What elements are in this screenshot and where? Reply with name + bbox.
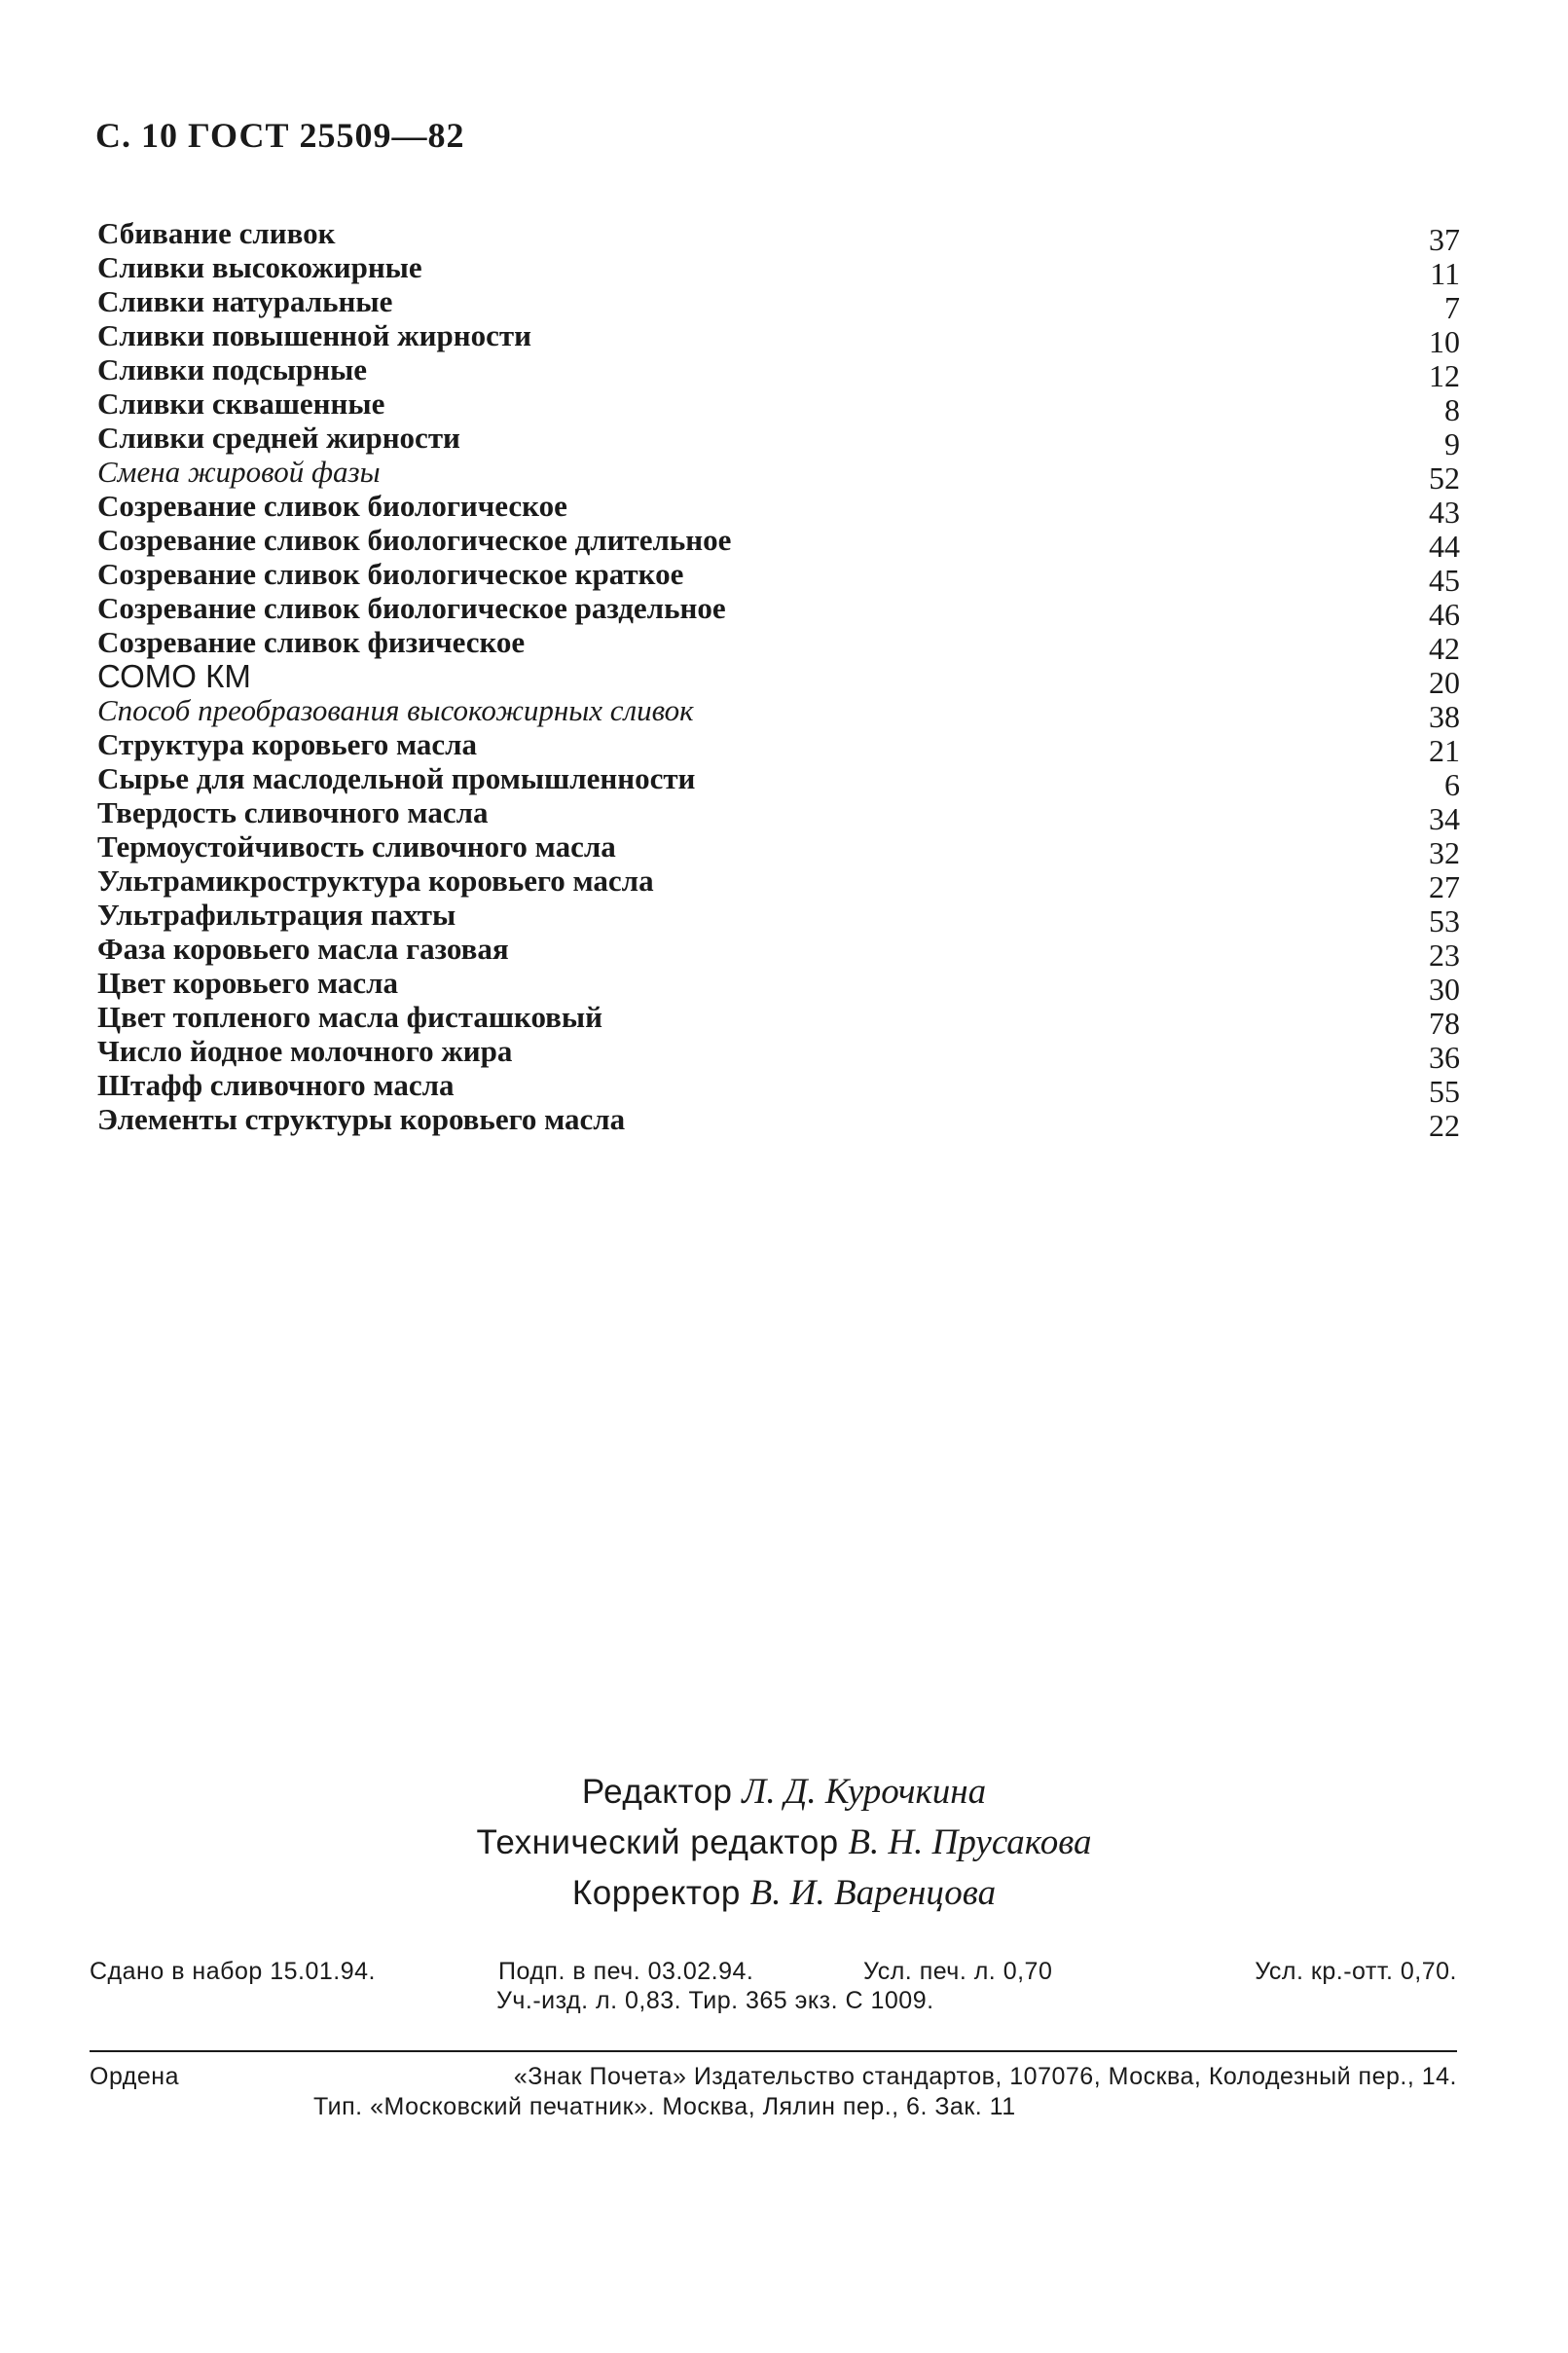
- index-entry: [97, 489, 1460, 530]
- index-term: Ультрамикроструктура коровьего масла: [97, 864, 654, 898]
- index-page-number: 45: [1429, 563, 1460, 598]
- index-term: СОМО КМ: [97, 658, 251, 694]
- index-page-number: 12: [1429, 358, 1460, 393]
- index-term: Структура коровьего масла: [97, 727, 478, 761]
- index-page-number: 32: [1429, 835, 1460, 870]
- index-entry: [97, 864, 1460, 904]
- index-term: Элементы структуры коровьего масла: [97, 1102, 626, 1136]
- page-header: С. 10 ГОСТ 25509—82: [95, 116, 465, 155]
- index-page-number: 34: [1429, 801, 1460, 836]
- index-term: Цвет коровьего масла: [97, 966, 399, 1000]
- credit-role: Корректор: [571, 1874, 741, 1912]
- index-page-number: 20: [1429, 665, 1460, 700]
- index-term: Созревание сливок физическое: [97, 625, 526, 659]
- index-page-number: 9: [1444, 426, 1460, 461]
- index-term: Фаза коровьего масла газовая: [97, 932, 509, 966]
- imprint-color-prints: Усл. кр.-отт. 0,70.: [1255, 1958, 1457, 1985]
- index-page-number: 11: [1430, 256, 1460, 291]
- publisher-line-1: «Знак Почета» Издательство стандартов, 107076, Москва, Колодезный пер., 14.: [513, 2063, 1457, 2090]
- credit-name: В. Н. Прусакова: [848, 1822, 1092, 1862]
- index-entry: [97, 1000, 1460, 1041]
- index-term: Созревание сливок биологическое длительное: [97, 523, 732, 557]
- index-page-number: 27: [1429, 869, 1460, 904]
- publisher-line-2: Тип. «Московский печатник». Москва, Лялин пер., 6. Зак. 11: [313, 2093, 1016, 2120]
- credit-name: В. И. Варенцова: [749, 1873, 997, 1913]
- index-page-number: 10: [1429, 324, 1460, 359]
- publisher-block: [90, 2062, 1457, 2122]
- index-entry: [97, 386, 1460, 427]
- editorial-credits: [0, 1767, 1568, 1919]
- index-term: Цвет топленого масла фисташковый: [97, 1000, 602, 1034]
- index-page-number: 38: [1429, 699, 1460, 734]
- index-page-number: 7: [1444, 290, 1460, 325]
- index-entry: [97, 318, 1460, 359]
- index-term: Созревание сливок биологическое: [97, 489, 567, 523]
- index-entry: [97, 284, 1460, 325]
- index-page-number: 6: [1444, 767, 1460, 802]
- index-entry: [97, 523, 1460, 564]
- index-entry: [97, 932, 1460, 973]
- index-page-number: 42: [1429, 631, 1460, 666]
- index-page-number: 46: [1429, 597, 1460, 632]
- index-term: Сливки повышенной жирности: [97, 318, 531, 352]
- index-term: Созревание сливок биологическое краткое: [97, 557, 684, 591]
- horizontal-rule: [90, 2050, 1457, 2052]
- index-entry: [97, 898, 1460, 938]
- credit-row: [0, 1818, 1568, 1868]
- index-entry: [97, 421, 1460, 461]
- index-entry: [97, 250, 1460, 291]
- index-term: Сырье для маслодельной промышленности: [97, 761, 696, 795]
- index-entry: [97, 591, 1460, 632]
- index-page-number: 53: [1429, 903, 1460, 938]
- imprint-submitted: Сдано в набор 15.01.94.: [90, 1958, 376, 1985]
- index-entry: [97, 1102, 1460, 1143]
- index-page-number: 23: [1429, 938, 1460, 973]
- index-entry: [97, 693, 1460, 734]
- term-index-list: [97, 216, 1460, 1143]
- imprint-signed: Подп. в печ. 03.02.94.: [498, 1958, 754, 1985]
- index-page-number: 8: [1444, 392, 1460, 427]
- credit-role: Редактор: [581, 1773, 733, 1811]
- index-term: Термоустойчивость сливочного масла: [97, 829, 616, 864]
- index-entry: [97, 557, 1460, 598]
- index-page-number: 52: [1429, 460, 1460, 496]
- index-page-number: 30: [1429, 972, 1460, 1007]
- index-entry: [97, 216, 1460, 257]
- index-page-number: 22: [1429, 1108, 1460, 1143]
- index-entry: [97, 966, 1460, 1007]
- index-entry: [97, 455, 1460, 496]
- credit-role: Технический редактор: [476, 1823, 839, 1861]
- index-term: Твердость сливочного масла: [97, 795, 489, 829]
- index-page-number: 43: [1429, 495, 1460, 530]
- index-entry: [97, 1068, 1460, 1109]
- index-entry: [97, 352, 1460, 393]
- index-term: Сливки подсырные: [97, 352, 368, 386]
- index-term: Смена жировой фазы: [97, 455, 381, 489]
- index-entry: [97, 625, 1460, 666]
- index-term: Сливки сквашенные: [97, 386, 385, 421]
- index-entry: [97, 795, 1460, 836]
- index-page-number: 21: [1429, 733, 1460, 768]
- index-page-number: 55: [1429, 1074, 1460, 1109]
- index-entry: [97, 658, 1460, 700]
- credit-row: [0, 1868, 1568, 1919]
- index-entry: [97, 829, 1460, 870]
- credit-row: [0, 1767, 1568, 1818]
- index-term: Сливки натуральные: [97, 284, 393, 318]
- index-entry: [97, 761, 1460, 802]
- imprint-edition-details: Уч.-изд. л. 0,83. Тир. 365 экз. С 1009.: [496, 1987, 934, 2014]
- imprint-block: [90, 1957, 1457, 2015]
- publisher-order: Ордена: [90, 2063, 179, 2090]
- index-page-number: 36: [1429, 1040, 1460, 1075]
- index-term: Сливки высокожирные: [97, 250, 422, 284]
- credit-name: Л. Д. Курочкина: [742, 1772, 987, 1812]
- index-term: Сбивание сливок: [97, 216, 336, 250]
- index-page-number: 37: [1429, 222, 1460, 257]
- index-term: Созревание сливок биологическое раздельное: [97, 591, 726, 625]
- imprint-print-sheets: Усл. печ. л. 0,70: [863, 1958, 1053, 1985]
- index-term: Штафф сливочного масла: [97, 1068, 455, 1102]
- index-term: Ультрафильтрация пахты: [97, 898, 456, 932]
- index-term: Число йодное молочного жира: [97, 1034, 513, 1068]
- index-page-number: 78: [1429, 1006, 1460, 1041]
- index-entry: [97, 1034, 1460, 1075]
- index-term: Способ преобразования высокожирных сливок: [97, 693, 694, 727]
- index-term: Сливки средней жирности: [97, 421, 460, 455]
- index-page-number: 44: [1429, 529, 1460, 564]
- index-entry: [97, 727, 1460, 768]
